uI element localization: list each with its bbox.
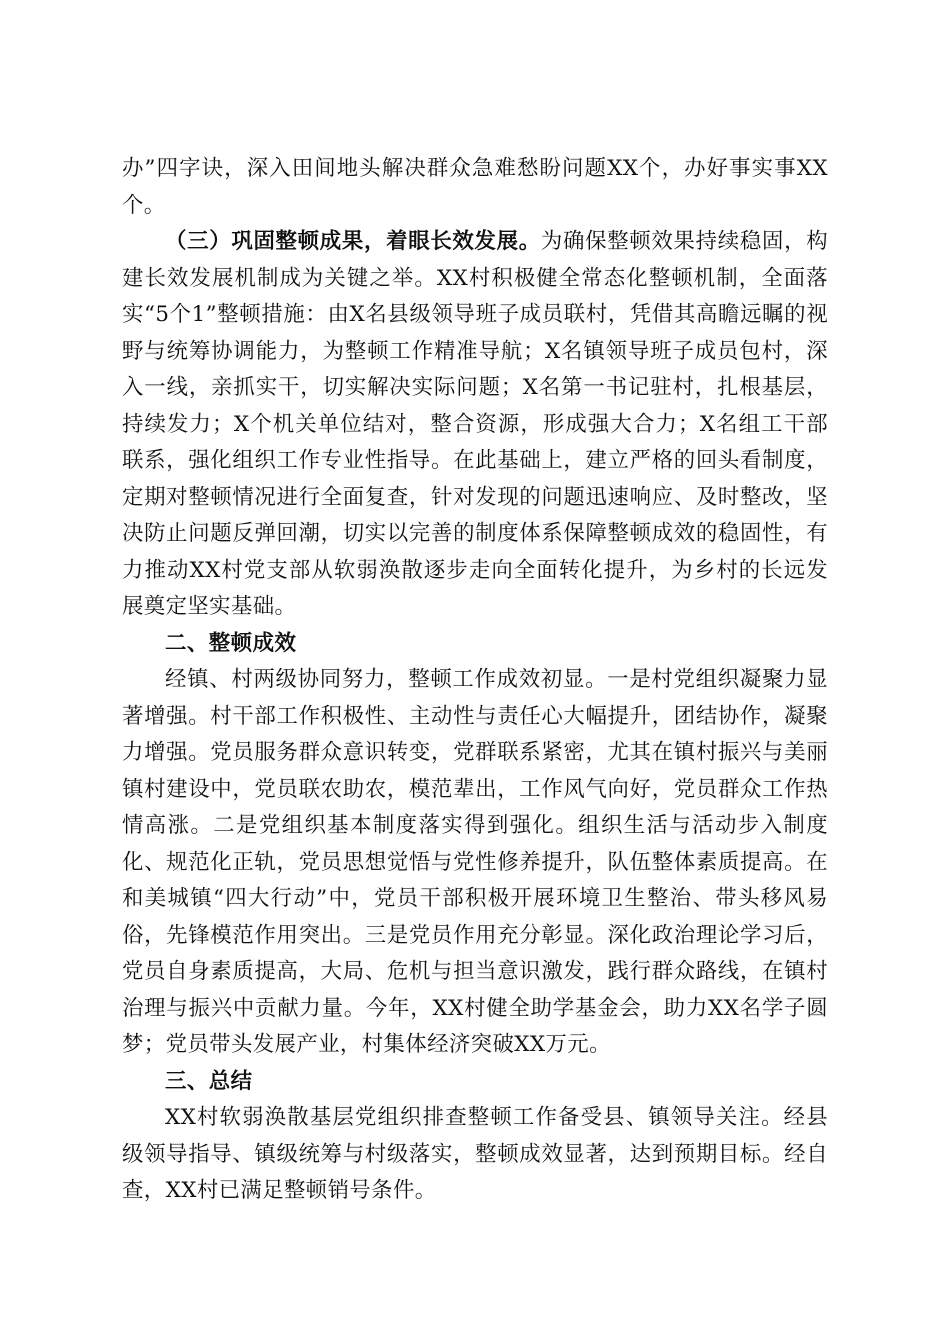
section-3-lead: （三）巩固整顿成果，着眼长效发展。 (165, 229, 541, 254)
summary-paragraph: XX村软弱涣散基层党组织排查整顿工作备受县、镇领导关注。经县级领导指导、镇级统筹与村级落实，整顿成效显著，达到预期目标。经自查，XX村已满足整顿销号条件。 (122, 1105, 828, 1203)
heading-results: 二、整顿成效 (165, 630, 297, 656)
heading-summary: 三、总结 (165, 1068, 253, 1094)
continuation-paragraph: 办”四字诀，深入田间地头解决群众急难愁盼问题XX个，办好事实事XX个。 (122, 156, 828, 218)
results-paragraph: 经镇、村两级协同努力，整顿工作成效初显。一是村党组织凝聚力显著增强。村干部工作积极性、主动性与责任心大幅提升，团结协作，凝聚力增强。党员服务群众意识转变，党群联系紧密，尤其在镇村振兴与美丽镇村建设中，党员联农助农，模范辈出，工作风气向好，党员群众工作热情高涨。二是党组织基本制度落实得到强化。组织生活与活动步入制度化、规范化正轨，党员思想觉悟与党性修养提升，队伍整体素质提高。在和美城镇“四大行动”中，党员干部积极开展环境卫生整治、带头移风易俗，先锋模范作用突出。三是党员作用充分彰显。深化政治理论学习后，党员自身素质提高，大局、危机与担当意识激发，践行群众路线，在镇村治理与振兴中贡献力量。今年，XX村健全助学基金会，助力XX名学子圆梦；党员带头发展产业，村集体经济突破XX万元。 (122, 667, 828, 1057)
section-3-body: 为确保整顿效果持续稳固，构建长效发展机制成为关键之举。XX村积极健全常态化整顿机制，全面落实“5个1”整顿措施：由X名县级领导班子成员联村，凭借其高瞻远瞩的视野与统筹协调能力，为整顿工作精准导航；X名镇领导班子成员包村，深入一线，亲抓实干，切实解决实际问题；X名第一书记驻村，扎根基层，持续发力；X个机关单位结对，整合资源，形成强大合力；X名组工干部联系，强化组织工作专业性指导。在此基础上，建立严格的回头看制度，定期对整顿情况进行全面复查，针对发现的问题迅速响应、及时整改，坚决防止问题反弹回潮，切实以完善的制度体系保障整顿成效的稳固性，有力推动XX村党支部从软弱涣散逐步走向全面转化提升，为乡村的长远发展奠定坚实基础。 (122, 229, 828, 619)
section-3-paragraph (122, 224, 828, 626)
